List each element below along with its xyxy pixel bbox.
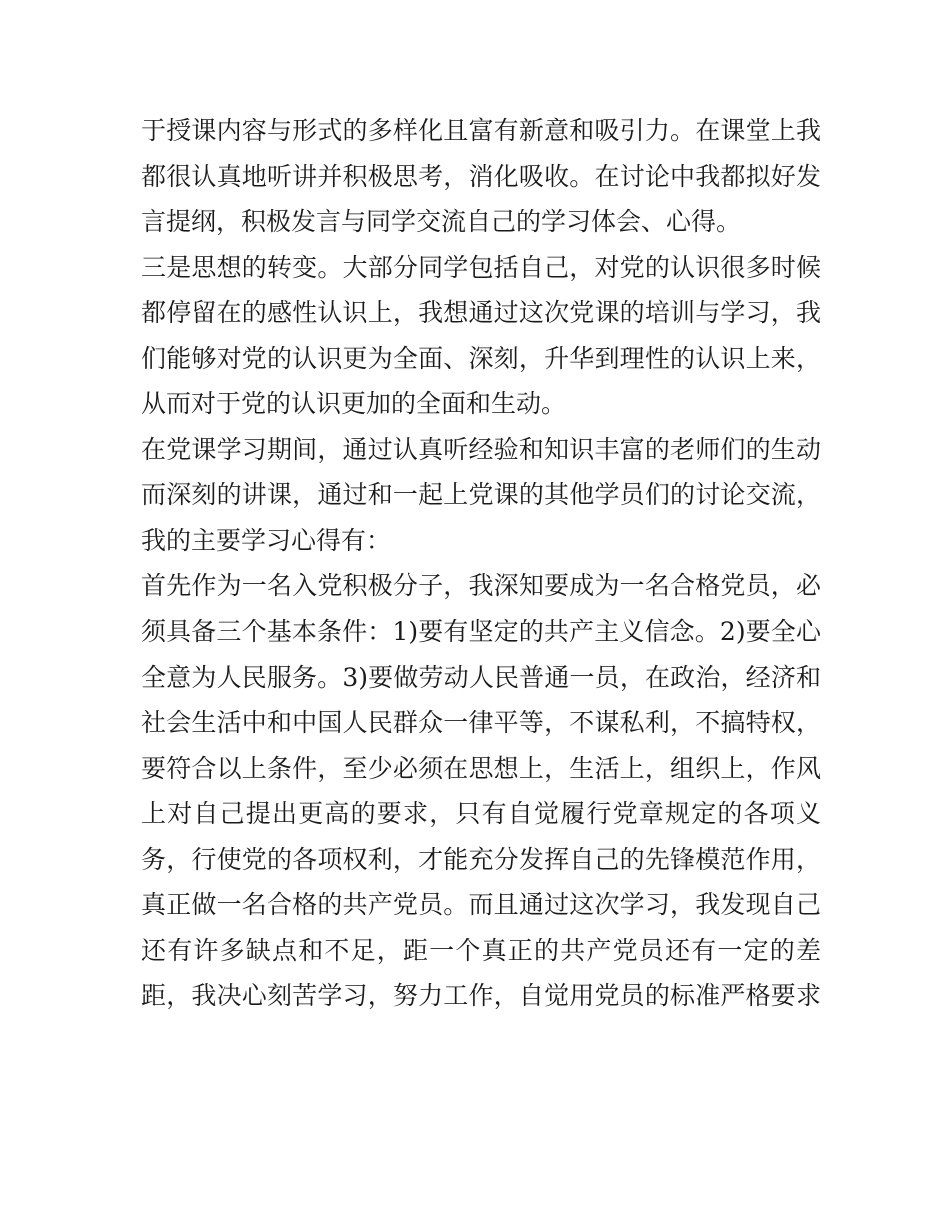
text-line: 务，行使党的各项权利，才能充分发挥自己的先锋模范作用， (141, 844, 821, 874)
text-line: 我的主要学习心得有： (141, 525, 392, 555)
text-line: 都很认真地听讲并积极思考，消化吸收。在讨论中我都拟好发 (141, 161, 821, 191)
text-line: 从而对于党的认识更加的全面和生动。 (141, 389, 567, 419)
text-line: 于授课内容与形式的多样化且富有新意和吸引力。在课堂上我 (141, 116, 821, 145)
text-line: 而深刻的讲课，通过和一起上党课的其他学员们的讨论交流， (141, 480, 821, 510)
text-line: 都停留在的感性认识上，我想通过这次党课的培训与学习，我 (141, 298, 821, 328)
text-line: 言提纲，积极发言与同学交流自己的学习体会、心得。 (141, 207, 742, 237)
body-text (141, 108, 821, 1019)
text-line: 须具备三个基本条件：1)要有坚定的共产主义信念。2)要全心 (141, 617, 821, 647)
text-line: 真正做一名合格的共产党员。而且通过这次学习，我发现自己 (141, 890, 821, 920)
text-line: 在党课学习期间，通过认真听经验和知识丰富的老师们的生动 (141, 434, 821, 464)
text-line: 上对自己提出更高的要求，只有自觉履行党章规定的各项义 (141, 799, 821, 829)
text-line: 首先作为一名入党积极分子，我深知要成为一名合格党员，必 (141, 571, 821, 601)
text-line: 要符合以上条件，至少必须在思想上，生活上，组织上，作风 (141, 753, 821, 783)
text-line: 全意为人民服务。3)要做劳动人民普通一员，在政治，经济和 (141, 662, 821, 692)
text-line: 社会生活中和中国人民群众一律平等，不谋私利，不搞特权， (141, 708, 821, 738)
text-line: 距，我决心刻苦学习，努力工作，自觉用党员的标准严格要求 (141, 981, 821, 1011)
text-line: 们能够对党的认识更为全面、深刻，升华到理性的认识上来， (141, 343, 821, 373)
text-line: 三是思想的转变。大部分同学包括自己，对党的认识很多时候 (141, 252, 821, 282)
text-line: 还有许多缺点和不足，距一个真正的共产党员还有一定的差 (141, 935, 821, 965)
